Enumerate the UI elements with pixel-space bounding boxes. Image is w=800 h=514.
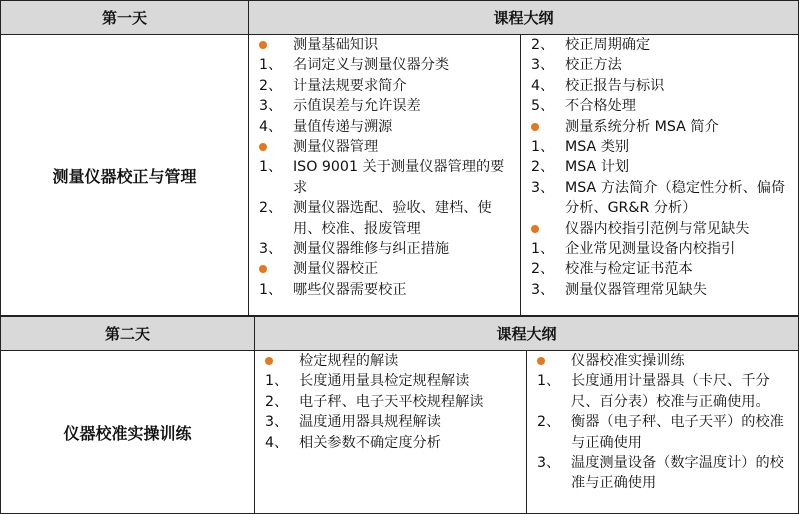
day2-day-header: 第二天 — [1, 317, 255, 351]
bullet-dot-icon — [259, 143, 267, 151]
bullet-dot-icon — [531, 123, 539, 131]
item-text: 量值传递与溯源 — [293, 118, 393, 135]
list-item — [255, 412, 526, 432]
day2-table — [0, 316, 799, 514]
item-text: MSA 类别 — [565, 139, 630, 156]
item-number: 4、 — [265, 434, 289, 451]
item-number: 2、 — [537, 414, 561, 431]
item-text: 长度通用量具检定规程解读 — [299, 373, 470, 390]
item-text: 哪些仪器需要校正 — [293, 281, 407, 298]
list-item — [527, 453, 798, 494]
list-item — [521, 55, 798, 75]
bullet-dot-icon — [537, 357, 545, 365]
item-number: 4、 — [259, 118, 283, 135]
list-item — [527, 371, 798, 412]
item-text: MSA 方法简介（稳定性分析、偏倚分析、GR&R 分析） — [565, 179, 786, 217]
item-text: 不合格处理 — [565, 98, 636, 115]
item-number: 1、 — [537, 373, 561, 390]
item-number: 2、 — [531, 261, 555, 278]
bullet-dot-icon — [259, 265, 267, 273]
item-text: 测量仪器校正 — [293, 261, 379, 278]
list-item — [521, 137, 798, 157]
item-number: 4、 — [531, 77, 555, 94]
list-item — [255, 371, 526, 391]
item-text: 测量基础知识 — [293, 37, 379, 53]
list-item — [521, 96, 798, 116]
item-number: 1、 — [259, 281, 283, 298]
section-heading-item — [521, 219, 798, 239]
list-item — [521, 35, 798, 55]
item-text: 校正方法 — [565, 57, 622, 74]
list-item — [521, 157, 798, 177]
item-number: 3、 — [265, 414, 289, 431]
item-number: 1、 — [265, 373, 289, 390]
section-heading-item — [249, 137, 520, 157]
item-text: 温度测量设备（数字温度计）的校准与正确使用 — [571, 455, 784, 492]
item-text: 名词定义与测量仪器分类 — [293, 57, 450, 74]
item-text: 长度通用计量器具（卡尺、千分尺、百分表）校准与正确使用。 — [571, 373, 770, 410]
item-text: 衡器（电子秤、电子天平）的校准与正确使用 — [571, 414, 784, 451]
item-text: 测量仪器维修与纠正措施 — [293, 241, 450, 258]
day2-right-list — [527, 351, 798, 494]
item-text: 电子秤、电子天平校规程解读 — [299, 393, 484, 410]
item-text: 示值误差与允许误差 — [293, 98, 421, 115]
item-number: 2、 — [265, 393, 289, 410]
item-text: 仪器内校指引范例与常见缺失 — [565, 220, 750, 237]
item-text: 测量仪器选配、验收、建档、使用、校准、报废管理 — [293, 200, 492, 237]
list-item — [521, 259, 798, 279]
item-number: 3、 — [259, 241, 283, 258]
item-text: ISO 9001 关于测量仪器管理的要求 — [293, 159, 505, 196]
item-number: 5、 — [531, 98, 555, 115]
section-heading-item — [521, 117, 798, 137]
bullet-dot-icon — [531, 225, 539, 233]
list-item — [255, 433, 526, 453]
list-item — [521, 239, 798, 259]
section-heading-item — [249, 259, 520, 279]
item-number: 2、 — [531, 159, 555, 176]
item-text: 校正报告与标识 — [565, 77, 665, 94]
item-number: 3、 — [537, 455, 561, 472]
item-text: 校准与检定证书范本 — [565, 261, 693, 278]
item-number: 3、 — [531, 57, 555, 74]
day2-body-row — [1, 351, 799, 514]
list-item — [249, 96, 520, 116]
day1-right-list — [521, 35, 798, 300]
day2-topic: 仪器校准实操训练 — [1, 351, 255, 514]
day2-header-row — [1, 317, 799, 351]
item-text: 企业常见测量设备内校指引 — [565, 241, 736, 258]
item-number: 1、 — [259, 159, 283, 176]
item-number: 2、 — [531, 37, 555, 53]
item-text: 相关参数不确定度分析 — [299, 434, 441, 451]
item-number: 2、 — [259, 77, 283, 94]
item-text: 计量法规要求简介 — [293, 77, 407, 94]
list-item — [249, 239, 520, 259]
item-number: 3、 — [531, 179, 555, 196]
list-item — [521, 178, 798, 219]
day1-outline-header: 课程大纲 — [249, 1, 799, 35]
item-number: 1、 — [531, 139, 555, 156]
item-text: 检定规程的解读 — [299, 353, 399, 369]
day1-topic: 测量仪器校正与管理 — [1, 35, 249, 316]
list-item — [249, 117, 520, 137]
item-text: 校正周期确定 — [565, 37, 651, 53]
list-item — [521, 280, 798, 300]
list-item — [249, 198, 520, 239]
section-heading-item — [527, 351, 798, 371]
day2-outline-header: 课程大纲 — [255, 317, 799, 351]
day1-day-header: 第一天 — [1, 1, 249, 35]
item-number: 2、 — [259, 200, 283, 217]
list-item — [521, 76, 798, 96]
item-text: 测量仪器管理常见缺失 — [565, 281, 707, 298]
day1-header-row — [1, 1, 799, 35]
list-item — [249, 157, 520, 198]
day1-left-list — [249, 35, 520, 300]
item-number: 3、 — [259, 98, 283, 115]
list-item — [249, 55, 520, 75]
item-text: 温度通用器具规程解读 — [299, 414, 441, 431]
list-item — [249, 280, 520, 300]
list-item — [255, 392, 526, 412]
item-text: MSA 计划 — [565, 159, 630, 176]
day2-left-list — [255, 351, 526, 453]
bullet-dot-icon — [259, 41, 267, 49]
item-number: 1、 — [531, 241, 555, 258]
section-heading-item — [249, 35, 520, 55]
item-text: 测量系统分析 MSA 简介 — [565, 118, 719, 135]
item-text: 测量仪器管理 — [293, 139, 379, 156]
item-number: 1、 — [259, 57, 283, 74]
bullet-dot-icon — [265, 357, 273, 365]
section-heading-item — [255, 351, 526, 371]
item-number: 3、 — [531, 281, 555, 298]
day1-body-row — [1, 35, 799, 316]
list-item — [249, 76, 520, 96]
item-text: 仪器校准实操训练 — [571, 353, 685, 369]
list-item — [527, 412, 798, 453]
